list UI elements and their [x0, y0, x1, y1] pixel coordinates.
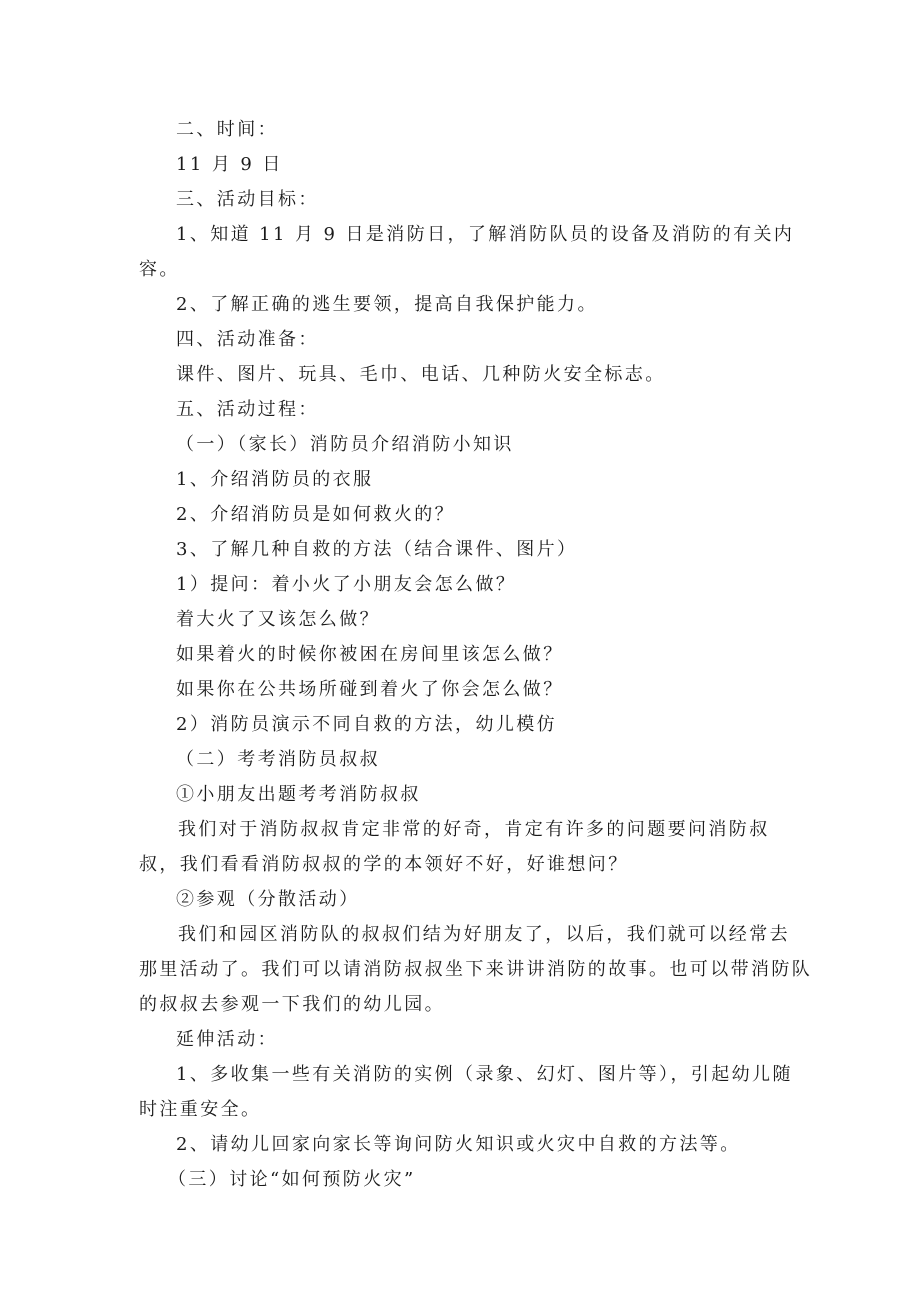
- visit-paragraph-line-1: 我们和园区消防队的叔叔们结为好朋友了，以后，我们就可以经常去: [178, 924, 790, 945]
- process-step-3: 3、了解几种自救的方法（结合课件、图片）: [176, 539, 578, 560]
- goal-1-line-2: 容。: [139, 259, 180, 280]
- quiz-item: ①小朋友出题考考消防叔叔: [176, 784, 421, 805]
- extension-1-line-1: 1、多收集一些有关消防的实例（录象、幻灯、图片等），引起幼儿随: [176, 1064, 793, 1085]
- preparation-materials: 课件、图片、玩具、毛巾、电话、几种防火安全标志。: [176, 364, 666, 385]
- question-3: 如果着火的时候你被困在房间里该怎么做？: [176, 644, 564, 665]
- extension-1-line-2: 时注重安全。: [139, 1099, 262, 1120]
- process-step-1: 1、介绍消防员的衣服: [176, 469, 374, 490]
- process-step-2: 2、介绍消防员是如何救火的？: [176, 504, 456, 525]
- quiz-paragraph-line-2: 叔，我们看看消防叔叔的学的本领好不好，好谁想问？: [139, 854, 629, 875]
- section-heading-process: 五、活动过程：: [176, 399, 319, 420]
- question-2: 着大火了又该怎么做？: [176, 609, 380, 630]
- visit-paragraph-line-3: 的叔叔去参观一下我们的幼儿园。: [139, 994, 445, 1015]
- quiz-paragraph-line-1: 我们对于消防叔叔肯定非常的好奇，肯定有许多的问题要问消防叔: [178, 819, 770, 840]
- extension-2: 2、请幼儿回家向家长等询问防火知识或火灾中自救的方法等。: [176, 1134, 741, 1155]
- extension-heading: 延伸活动：: [176, 1029, 278, 1050]
- goal-1-line-1: 1、知道 11 月 9 日是消防日，了解消防队员的设备及消防的有关内: [176, 224, 795, 245]
- section-heading-goals: 三、活动目标：: [176, 189, 319, 210]
- process-part-1-heading: （一）（家长）消防员介绍消防小知识: [176, 434, 514, 455]
- process-part-3-heading: （三）讨论“如何预防火灾”: [168, 1169, 416, 1190]
- date-text: 11 月 9 日: [176, 154, 283, 175]
- question-4: 如果你在公共场所碰到着火了你会怎么做？: [176, 679, 564, 700]
- section-heading-time: 二、时间：: [176, 119, 278, 140]
- visit-item: ②参观（分散活动）: [176, 889, 360, 910]
- question-1: 1）提问：着小火了小朋友会怎么做？: [176, 574, 517, 595]
- visit-paragraph-line-2: 那里活动了。我们可以请消防叔叔坐下来讲讲消防的故事。也可以带消防队: [139, 959, 813, 980]
- process-part-2-heading: （二）考考消防员叔叔: [176, 749, 380, 770]
- goal-2: 2、了解正确的逃生要领，提高自我保护能力。: [176, 294, 598, 315]
- demonstration: 2）消防员演示不同自救的方法，幼儿模仿: [176, 714, 558, 735]
- section-heading-preparation: 四、活动准备：: [176, 329, 319, 350]
